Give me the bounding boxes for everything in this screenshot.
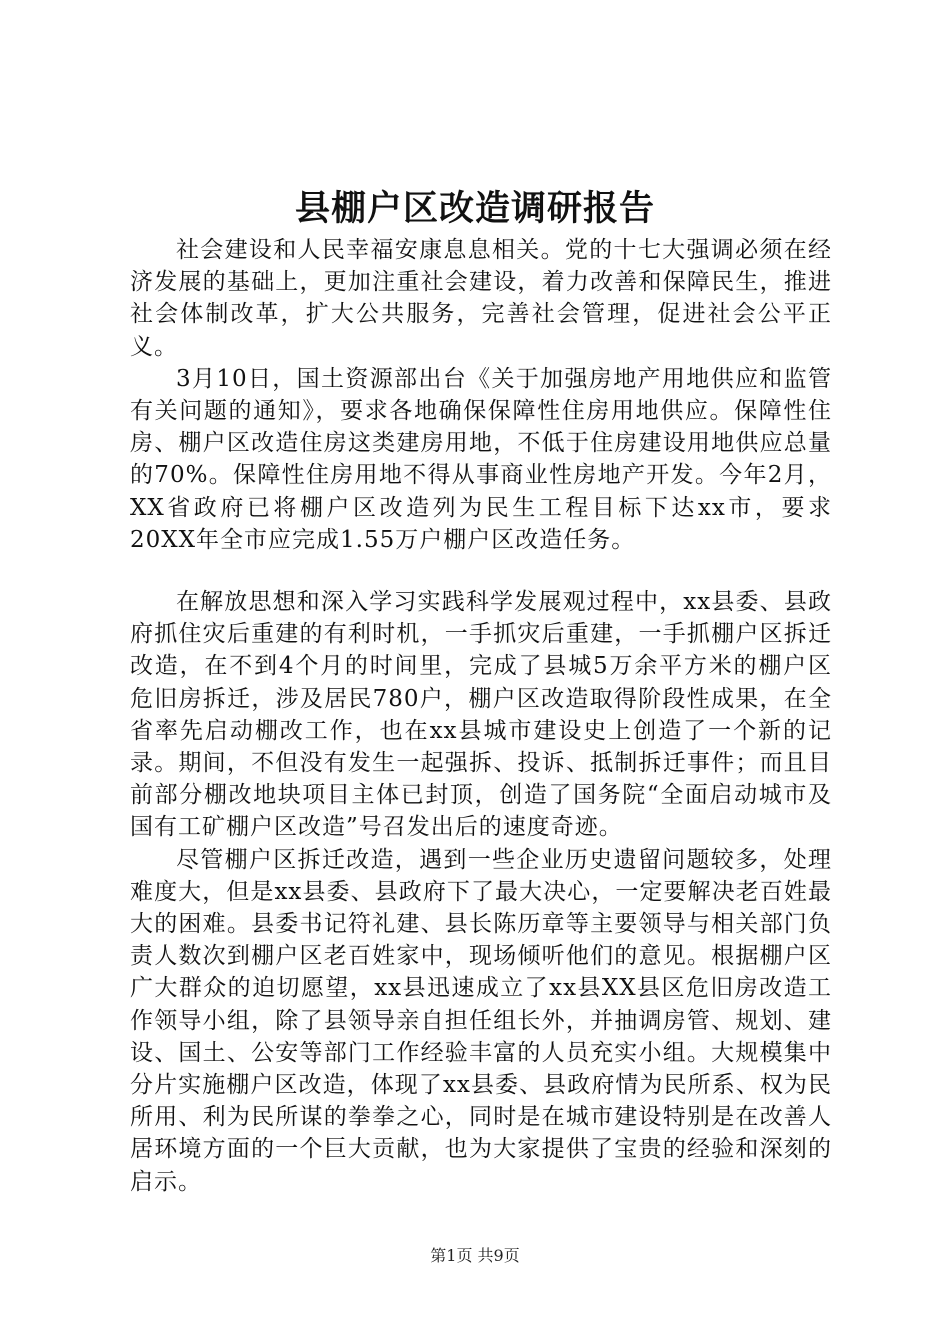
document-title: 县棚户区改造调研报告 — [294, 188, 655, 229]
page-footer: 第1页 共9页 — [430, 1246, 520, 1265]
paragraph-4: 尽管棚户区拆迁改造，遇到一些企业历史遗留问题较多，处理难度大，但是xx县委、县政府下了最大决心，一定要解决老百姓最大的困难。县委书记符礼建、县长陈历章等主要领导与相关部门负责人数次到棚户区老百姓家中，现场倾听他们的意见。根据棚户区广大群众的迫切愿望，xx县迅速成立了xx县XX县区危旧房改造工作领导小组，除了县领导亲自担任组长外，并抽调房管、规划、建设、国土、公安等部门工作经验丰富的人员充实小组。大规模集中分片实施棚户区改造，体现了xx县委、县政府情为民所系、权为民所用、利为民所谋的拳拳之心，同时是在城市建设特别是在改善人居环境方面的一个巨大贡献，也为大家提供了宝贵的经验和深刻的启示。 — [130, 846, 832, 1195]
paragraph-2: 3月10日，国土资源部出台《关于加强房地产用地供应和监管有关问题的通知》，要求各地确保保障性住房用地供应。保障性住房、棚户区改造住房这类建房用地，不低于住房建设用地供应总量的70%。保障性住房用地不得从事商业性房地产开发。今年2月，XX省政府已将棚户区改造列为民生工程目标下达xx市，要求20XX年全市应完成1.55万户棚户区改造任务。 — [130, 365, 832, 553]
paragraph-3: 在解放思想和深入学习实践科学发展观过程中，xx县委、县政府抓住灾后重建的有利时机，一手抓灾后重建，一手抓棚户区拆迁改造，在不到4个月的时间里，完成了县城5万余平方米的棚户区危旧房拆迁，涉及居民780户，棚户区改造取得阶段性成果，在全省率先启动棚改工作，也在xx县城市建设史上创造了一个新的记录。期间，不但没有发生一起强拆、投诉、抵制拆迁事件；而且目前部分棚改地块项目主体已封顶，创造了国务院“全面启动城市及国有工矿棚户区改造”号召发出后的速度奇迹。 — [130, 589, 832, 841]
paragraph-spacer — [130, 556, 832, 586]
document-body — [130, 234, 832, 1198]
paragraph-1: 社会建设和人民幸福安康息息相关。党的十七大强调必须在经济发展的基础上，更加注重社会建设，着力改善和保障民生，推进社会体制改革，扩大公共服务，完善社会管理，促进社会公平正义。 — [130, 237, 832, 360]
